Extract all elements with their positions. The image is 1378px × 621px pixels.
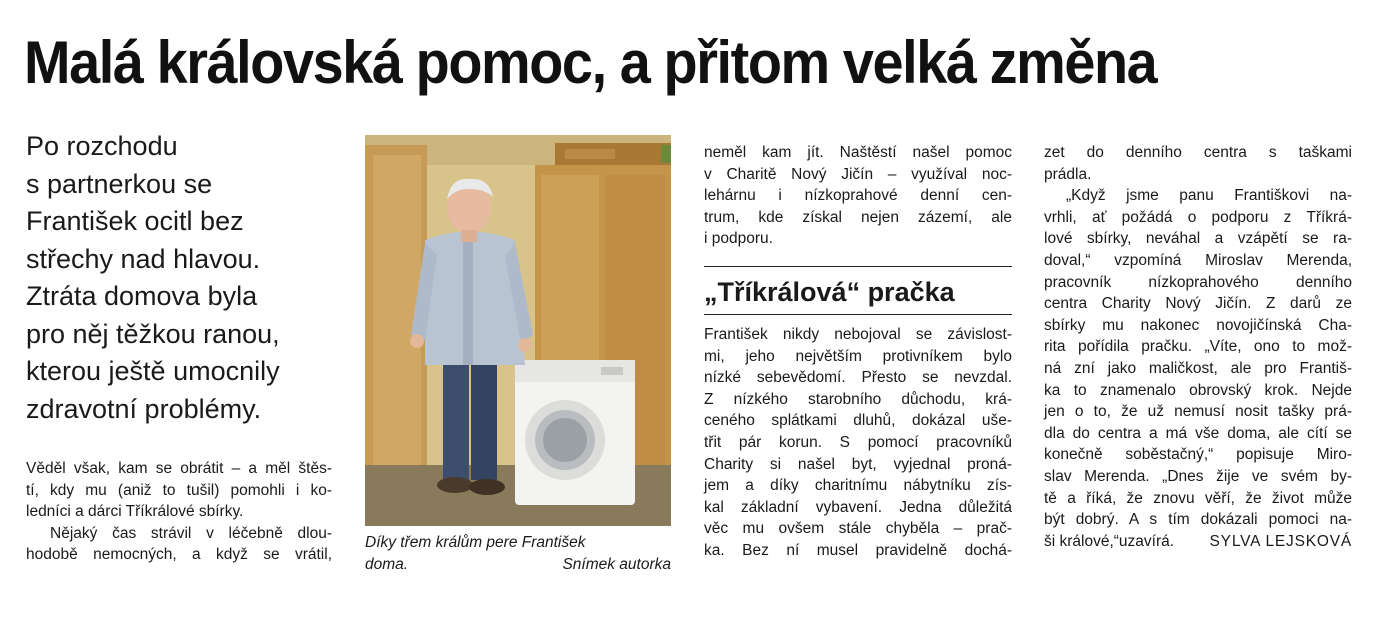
text-line: pracovník nízkoprahového denního: [1044, 273, 1352, 291]
text-line: neměl kam jít. Naštěstí našel pomoc: [704, 144, 1012, 161]
closing-line: [1044, 531, 1352, 553]
caption-text: doma.: [365, 555, 409, 573]
subhead-rule: [704, 314, 1012, 315]
text-line: Věděl však, kam se obrátit – a měl štěs-: [26, 460, 332, 477]
lead-line: pro něj těžkou ranou,: [26, 318, 280, 349]
text-line: lehárnu i nízkoprahové denní cen-: [704, 187, 1012, 205]
subhead-rule: [704, 266, 1012, 267]
text-line: mi, jeho největším protivníkem bylo: [704, 347, 1012, 365]
text-line: být dobrý. A s tím dokázali pomoci na-: [1044, 511, 1352, 529]
author-byline: SYLVA LEJSKOVÁ: [1209, 532, 1352, 550]
photo-caption: [365, 532, 671, 575]
text-line: centra Charity Nový Jičín. Z darů ze: [1044, 295, 1352, 313]
text-line: jen o to, že už nemusí nosit tašky prá-: [1044, 403, 1352, 421]
lead-line: zdravotní problémy.: [26, 393, 262, 424]
text-line: v Charitě Nový Jičín – využíval noc-: [704, 165, 1012, 183]
text-line: trum, kde získal nejen zázemí, ale: [704, 208, 1012, 226]
text-line: sbírky mu nakonec novojičínská Cha-: [1044, 316, 1352, 334]
text-line: tí, kdy mu (aniž to tušil) pomohli i ko-: [26, 481, 332, 499]
lead-line: s partnerkou se: [26, 168, 213, 199]
text-line: konečně soběstačný,“ popisuje Miro-: [1044, 446, 1352, 464]
text-line: vrhli, ať požádá o podporu z Tříkrá-: [1044, 208, 1352, 226]
text-line: ceného splátkami dluhů, dokázal uše-: [704, 412, 1012, 430]
text-line: Charity si našel byt, vyjednal proná-: [704, 455, 1012, 473]
lead-paragraph: [26, 128, 346, 428]
text-line: ši králové,“uzavírá.: [1044, 532, 1175, 550]
article-column-3: [704, 142, 1012, 250]
article-column-1: [26, 458, 332, 566]
text-line: věc mu ovšem stále chyběla – prač-: [704, 520, 1012, 538]
photo-illustration: [365, 135, 671, 526]
subheading: „Tříkrálová“ pračka: [704, 277, 955, 307]
text-line: ka. Bez ní musel pravidelně dochá-: [704, 541, 1012, 559]
text-line: třit pár korun. S pomocí pracovníků: [704, 433, 1012, 451]
text-line: František nikdy nebojoval se závislost-: [704, 326, 1012, 343]
text-line: jem a díky charitnímu nábytníku zís-: [704, 477, 1012, 495]
photo-credit: Snímek autorka: [562, 555, 671, 573]
lead-line: Po rozchodu: [26, 131, 178, 161]
text-line: prádla.: [1044, 165, 1092, 183]
text-line: rita pořídila pračku. „Víte, ono to mož-: [1044, 338, 1352, 356]
lead-line: střechy nad hlavou.: [26, 243, 261, 274]
article-photo: [365, 135, 671, 526]
text-line: doval,“ vzpomíná Miroslav Merenda,: [1044, 251, 1352, 269]
text-line: zet do denního centra s taškami: [1044, 144, 1352, 161]
article-column-3-continued: [704, 324, 1012, 562]
text-line: slav Merenda. „Dnes žije ve svém by-: [1044, 467, 1352, 485]
text-line: Z nízkého starobního důchodu, krá-: [704, 390, 1012, 408]
text-line: lové sbírky, neváhal a vzápětí se ra-: [1044, 230, 1352, 248]
text-line: tě a říká, že znovu věří, že život může: [1044, 489, 1352, 507]
headline: Malá královská pomoc, a přitom velká změna: [24, 29, 1157, 96]
article-column-4: [1044, 142, 1352, 552]
caption-text: Díky třem králům pere František: [365, 534, 586, 551]
text-line: ka to znamenalo obrovský krok. Nejde: [1044, 381, 1352, 399]
text-line: ná zní jako maličkost, ale pro Františ-: [1044, 359, 1352, 377]
text-line: kal základní vybavení. Jedna důležitá: [704, 498, 1012, 516]
lead-line: kterou ještě umocnily: [26, 356, 280, 386]
text-line: dla do centra a má vše doma, ale cítí se: [1044, 424, 1352, 442]
text-line: hodobě nemocných, a když se vrátil,: [26, 546, 332, 564]
text-line: „Když jsme panu Františkovi na-: [1066, 187, 1352, 205]
lead-line: Ztráta domova byla: [26, 281, 258, 311]
text-line: Nějaký čas strávil v léčebně dlou-: [50, 524, 332, 542]
text-line: ledníci a dárci Tříkrálové sbírky.: [26, 503, 244, 521]
text-line: nízké sebevědomí. Přesto se nevzdal.: [704, 369, 1012, 387]
lead-line: František ocitl bez: [26, 206, 244, 236]
text-line: i podporu.: [704, 230, 773, 248]
